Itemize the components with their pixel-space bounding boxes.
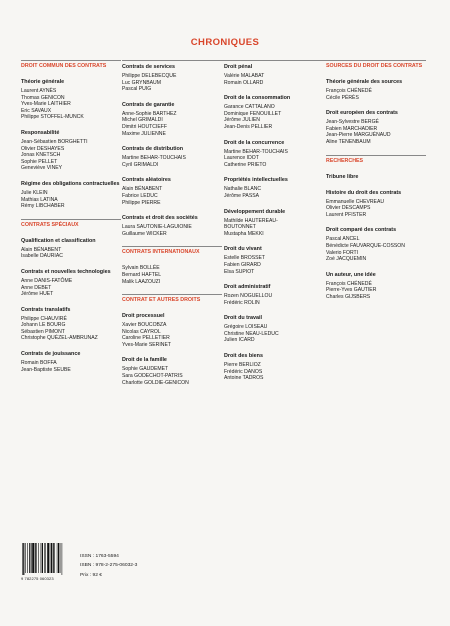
author-name: Olivier DESCAMPS — [326, 205, 371, 212]
rubric-title: Droit européen des contrats — [326, 110, 398, 117]
section-heading: DROIT COMMUN DES CONTRATS — [21, 63, 107, 69]
author-name: Jérôme HUET — [21, 291, 54, 298]
author-name: Rémy LIBCHABER — [21, 203, 65, 210]
author-name: Yves-Marie LAITHIER — [21, 101, 71, 108]
rubric-title: Responsabilité — [21, 129, 60, 136]
rubric-title: Droit de la consommation — [224, 95, 291, 102]
author-name: Malik LAAZOUZI — [122, 278, 161, 285]
author-name: Fabien MARCHADIER — [326, 125, 378, 132]
author-name: Jean-Sylvestre BERGÉ — [326, 119, 379, 126]
author-name: Valerio FORTI — [326, 249, 359, 256]
isbn-text: ISBN : 978-2-275-06032-3 — [80, 563, 138, 569]
rubric-title: Contrats de distribution — [122, 146, 184, 153]
rubric-title: Contrats translatifs — [21, 306, 71, 313]
author-name: Sébastien PIMONT — [21, 328, 65, 335]
author-name: Jérôme JULIEN — [224, 117, 260, 124]
rubric-group — [224, 246, 326, 275]
author-name: Jean-Denis PELLIER — [224, 123, 273, 130]
author-name: Bénédicte FAUVARQUE-COSSON — [326, 242, 405, 249]
author-name: Anne DEBET — [21, 284, 52, 291]
author-name: Guillaume WICKER — [122, 230, 167, 237]
rubric-title: Développement durable — [224, 208, 286, 215]
barcode-bar — [22, 543, 23, 575]
author-name: Xavier BOUCOBZA — [122, 322, 167, 329]
author-name: François CHÉNEDÉ — [326, 280, 372, 287]
author-name: Pascal PUIG — [122, 86, 152, 93]
rubric-group — [326, 79, 428, 101]
author-name: Alain BÉNABENT — [122, 186, 163, 193]
author-name: Dominique FENOUILLET — [224, 110, 282, 117]
author-name: Pierre-Yves GAUTIER — [326, 287, 377, 294]
rubric-group — [122, 215, 224, 237]
rubric-title: Contrats et nouvelles technologies — [21, 268, 111, 275]
author-name: Frédéric DANOS — [224, 368, 263, 375]
author-name: Eric SAVAUX — [21, 107, 52, 114]
rubric-title: Droit comparé des contrats — [326, 227, 397, 234]
issn-text: ISSN : 1763-5594 — [80, 554, 119, 559]
barcode-bar — [44, 543, 45, 573]
rubric-group — [224, 60, 326, 86]
author-name: BOUTONNET — [224, 224, 256, 231]
author-name: Philippe STOFFEL-MUNCK — [21, 114, 84, 121]
rubric-group — [122, 357, 224, 386]
author-name: Mustapha MEKKI — [224, 230, 264, 237]
author-name: Christine NEAU-LEDUC — [224, 330, 279, 337]
barcode-bar — [32, 543, 34, 573]
rubric-title: Droit de la concurrence — [224, 139, 285, 146]
author-name: Fabrice LEDUC — [122, 192, 158, 199]
author-name: Charlotte GOLDIE-GENICON — [122, 379, 189, 386]
rubric-title: Théorie générale des sources — [326, 79, 403, 85]
author-name: Laura SAUTONIE-LAGUIONIE — [122, 224, 192, 231]
author-name: Pascal ANCEL — [326, 236, 360, 243]
author-name: Romain BOFFA — [21, 360, 57, 367]
barcode-bar — [62, 543, 63, 575]
barcode-bar — [47, 543, 49, 573]
rubric-group — [122, 102, 224, 137]
author-name: Rozen NOGUELLOU — [224, 293, 273, 300]
barcode-bar — [25, 543, 26, 573]
author-name: Jean-Baptiste SEUBE — [21, 366, 71, 373]
author-name: Laurent PFISTER — [326, 211, 367, 218]
author-name: Yves-Marie SERINET — [122, 341, 171, 348]
rubric-title: Contrats de jouissance — [21, 351, 81, 358]
barcode-bar — [42, 543, 43, 573]
author-name: Philippe CHAUVIRÉ — [21, 315, 67, 322]
author-name: Romain OLLARD — [224, 79, 264, 86]
author-name: Valérie MALABAT — [224, 73, 265, 79]
rubric-group — [224, 95, 326, 130]
rubric-group — [21, 181, 123, 210]
rubric-group — [326, 272, 428, 301]
barcode — [21, 543, 71, 583]
rubric-group — [224, 209, 326, 238]
rubric-group — [224, 140, 326, 169]
barcode-bar — [29, 543, 30, 573]
author-name: Johann LE BOURG — [21, 322, 66, 329]
column-1 — [21, 60, 123, 382]
barcode-bar — [36, 543, 37, 573]
barcode-bar — [27, 543, 28, 573]
rubric-title: Histoire du droit des contrats — [326, 189, 402, 196]
rubric-title: Un auteur, une idée — [326, 271, 376, 278]
rubric-group — [326, 174, 428, 181]
rubric-title: Qualification et classification — [21, 237, 96, 244]
author-name: Cécile PÉRÈS — [326, 94, 359, 101]
rubric-group — [122, 177, 224, 206]
rubric-group — [122, 60, 224, 93]
barcode-bar — [51, 543, 52, 573]
rubric-group — [326, 227, 428, 262]
barcode-bar — [57, 543, 58, 573]
author-name: Anne DANIS-FATÔME — [21, 277, 73, 284]
section-heading: RECHERCHES — [326, 157, 364, 164]
rubric-group — [21, 79, 123, 121]
author-name: Sara GODECHOT-PATRIS — [122, 373, 183, 380]
author-name: Emmanuelle CHEVREAU — [326, 198, 385, 205]
author-name: Maxime JULIENNE — [122, 130, 166, 137]
author-name: Luc GRYNBAUM — [122, 79, 161, 86]
rubric-group — [21, 130, 123, 172]
barcode-bar — [45, 543, 46, 573]
author-name: Isabelle DAURIAC — [21, 253, 63, 260]
author-name: Michel GRIMALDI — [122, 117, 163, 124]
author-name: Jonas KNETSCH — [21, 152, 61, 159]
section-heading: CONTRATS SPÉCIAUX — [21, 221, 79, 228]
barcode-bar — [23, 543, 24, 575]
rubric-group — [224, 177, 326, 199]
author-name: Geneviève VINEY — [21, 165, 63, 172]
author-name: Bernard HAFTEL — [122, 271, 162, 278]
author-name: Laurent AYNÈS — [21, 88, 57, 94]
author-name: Laurence IDOT — [224, 155, 259, 162]
author-name: Pierre BERLIOZ — [224, 362, 261, 369]
rubric-group — [224, 284, 326, 306]
author-name: Catherine PRIETO — [224, 161, 267, 168]
author-name: Sophie PELLET — [21, 158, 58, 165]
rubric-title: Droit administratif — [224, 284, 271, 291]
author-name: Estelle BROSSET — [224, 255, 266, 262]
publication-info — [80, 552, 137, 580]
author-name: Sylvain BOLLÉE — [122, 265, 160, 272]
rubric-group — [224, 353, 326, 382]
rubric-group — [21, 351, 123, 373]
author-name: Mathias LATINA — [21, 196, 58, 203]
author-name: Martine BEHAR-TOUCHAIS — [122, 155, 186, 162]
column-3 — [224, 60, 326, 391]
author-name: Zoé JACQUEMIN — [326, 256, 367, 263]
author-name: Grégoire LOISEAU — [224, 324, 268, 331]
rubric-title: Régime des obligations contractuelles — [21, 180, 120, 187]
author-name: Caroline PELLETIER — [122, 335, 170, 342]
rubric-title: Théorie générale — [21, 79, 65, 85]
barcode-bar — [58, 543, 59, 573]
rubric-group — [224, 315, 326, 344]
column-4 — [326, 60, 428, 310]
author-name: Olivier DESHAYES — [21, 145, 65, 152]
author-name: Elsa SUPIOT — [224, 268, 255, 275]
author-name: Cyril GRIMALDI — [122, 161, 159, 168]
rubric-group — [21, 238, 123, 260]
author-name: Aline TENENBAUM — [326, 138, 371, 145]
author-name: François CHÉNEDÉ — [326, 88, 372, 94]
rubric-title: Contrats de garantie — [122, 101, 175, 108]
rubric-title: Tribune libre — [326, 173, 359, 180]
author-name: Nathalie BLANC — [224, 186, 262, 193]
author-name: Christophe QUÉZEL-AMBRUNAZ — [21, 335, 98, 342]
barcode-digits: 9 782275 060323 — [21, 576, 54, 581]
rubric-group — [21, 269, 123, 298]
barcode-bar — [31, 543, 32, 573]
author-name: Jean-Pierre MARGUÉNAUD — [326, 132, 391, 139]
section-heading: CONTRATS INTERNATIONAUX — [122, 249, 200, 256]
rubric-group — [326, 190, 428, 219]
rubric-title: Droit pénal — [224, 64, 253, 70]
page-title: CHRONIQUES — [190, 37, 260, 48]
author-name: Martine BEHAR-TOUCHAIS — [224, 148, 288, 155]
rubric-title: Contrats aléatoires — [122, 177, 171, 184]
barcode-bars — [21, 543, 71, 575]
barcode-bar — [60, 543, 61, 573]
column-2 — [122, 60, 224, 395]
author-name: Thomas GENICON — [21, 94, 65, 101]
section-heading: SOURCES DU DROIT DES CONTRATS — [326, 63, 423, 69]
author-name: Sophie GAUDEMET — [122, 366, 169, 373]
author-name: Philippe PIERRE — [122, 199, 161, 206]
rubric-title: Droit processuel — [122, 313, 165, 320]
price-text: Prix : 92 € — [80, 572, 103, 578]
author-name: Jean-Sébastien BORGHETTI — [21, 138, 88, 145]
rubric-title: Droit du vivant — [224, 246, 262, 253]
author-name: Antoine TADROS — [224, 375, 264, 382]
rubric-title: Droit du travail — [224, 315, 263, 322]
author-name: Frédéric ROLIN — [224, 299, 260, 306]
rubric-title: Droit de la famille — [122, 357, 167, 364]
barcode-bar — [50, 543, 51, 573]
author-name: Julie KLEIN — [21, 189, 48, 196]
author-name: Charles GIJSBERS — [326, 293, 371, 300]
author-name: Julien ICARD — [224, 337, 255, 344]
barcode-bar — [35, 543, 36, 573]
author-name: Fabien GIRARD — [224, 261, 261, 268]
section-heading: CONTRAT ET AUTRES DROITS — [122, 297, 201, 304]
author-name: Alain BÉNABENT — [21, 246, 62, 253]
rubric-group — [122, 313, 224, 348]
barcode-bar — [41, 543, 42, 573]
author-name: Nicolas CAYROL — [122, 328, 161, 335]
barcode-bar — [53, 543, 54, 573]
author-name: Jérôme PASSA — [224, 192, 260, 199]
rubric-group — [21, 307, 123, 342]
rubric-title: Contrats de services — [122, 64, 176, 70]
rubric-title: Droit des biens — [224, 353, 263, 360]
author-name: Garance CATTALANO — [224, 104, 275, 111]
rubric-title: Contrats et droit des sociétés — [122, 215, 198, 222]
rubric-group — [122, 265, 224, 285]
author-name: Philippe DELEBECQUE — [122, 73, 177, 79]
rubric-title: Propriétés intellectuelles — [224, 177, 288, 184]
rubric-group — [122, 146, 224, 168]
author-name: Dimitri HOUTCIEFF — [122, 123, 167, 130]
author-name: Anne-Sophie BARTHEZ — [122, 110, 177, 117]
barcode-bar — [38, 543, 39, 573]
author-name: Mathilde HAUTEREAU- — [224, 217, 278, 224]
rubric-group — [326, 110, 428, 145]
barcode-bar — [54, 543, 55, 573]
